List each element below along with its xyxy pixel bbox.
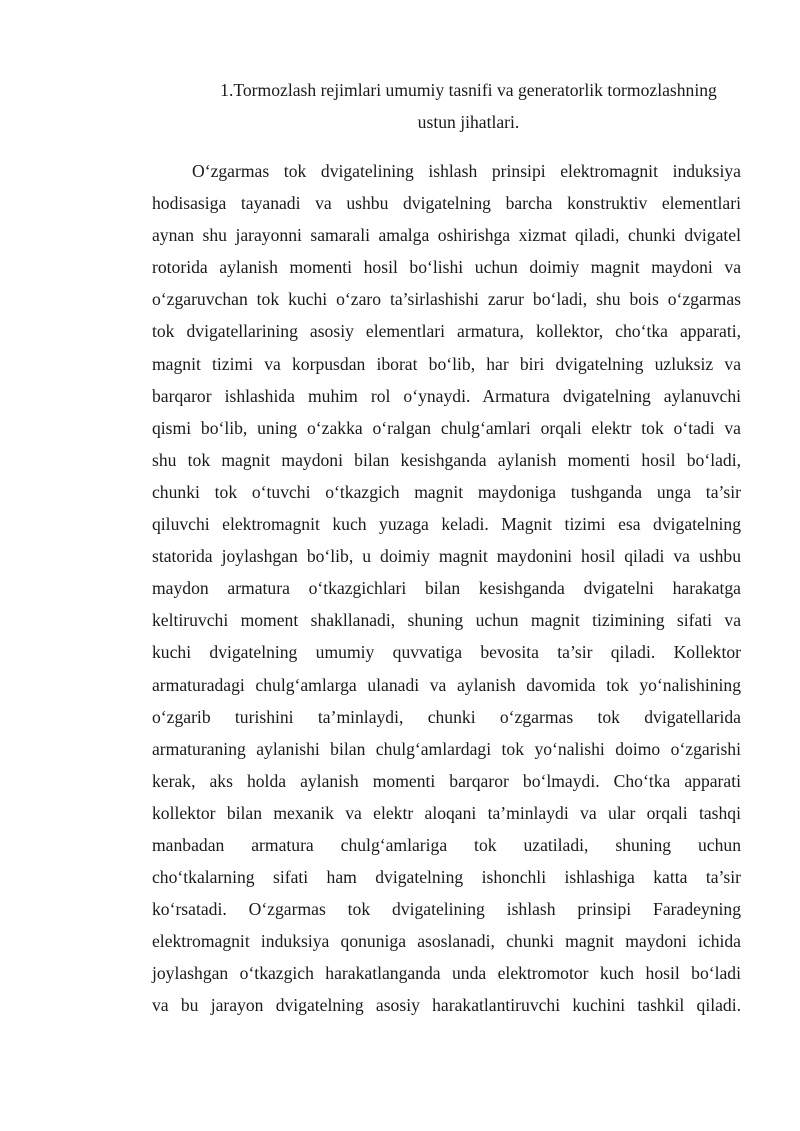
paragraph-line: O‘zgarmas tok dvigatelining ishlash prinsipi elektromagnit induksiya: [192, 161, 741, 181]
paragraph-line: va bu jarayon dvigatelning asosiy harakatlantiruvchi kuchini tashkil qiladi.: [152, 995, 741, 1016]
paragraph-line: manbadan armatura chulg‘amlariga tok uzatiladi, shuning uchun: [152, 834, 741, 855]
paragraph-line: joylashgan o‘tkazgich harakatlanganda unda elektromotor kuch hosil bo‘ladi: [152, 963, 741, 984]
paragraph-line: o‘zgarib turishini ta’minlaydi, chunki o‘zgarmas tok dvigatellarida: [152, 706, 741, 727]
paragraph-line: elektromagnit induksiya qonuniga asoslanadi, chunki magnit maydoni ichida: [152, 931, 741, 952]
paragraph-line: barqaror ishlashida muhim rol o‘ynaydi. Armatura dvigatelning aylanuvchi: [152, 385, 741, 406]
paragraph-line: magnit tizimi va korpusdan iborat bo‘lib, har biri dvigatelning uzluksiz va: [152, 353, 741, 374]
paragraph-line: armaturadagi chulg‘amlarga ulanadi va aylanish davomida tok yo‘nalishining: [152, 674, 741, 695]
paragraph-line: kuchi dvigatelning umumiy quvvatiga bevosita ta’sir qiladi. Kollektor: [152, 642, 741, 663]
paragraph-line: shu tok magnit maydoni bilan kesishganda aylanish momenti hosil bo‘ladi,: [152, 449, 741, 470]
section-heading: [196, 74, 741, 138]
paragraph-line: aynan shu jarayonni samarali amalga oshirishga xizmat qiladi, chunki dvigatel: [152, 225, 741, 246]
paragraph-line: rotorida aylanish momenti hosil bo‘lishi uchun doimiy magnit maydoni va: [152, 257, 741, 278]
paragraph-line: o‘zgaruvchan tok kuchi o‘zaro ta’sirlashishi zarur bo‘ladi, shu bois o‘zgarmas: [152, 289, 741, 310]
paragraph-line: qiluvchi elektromagnit kuch yuzaga keladi. Magnit tizimi esa dvigatelning: [152, 514, 741, 535]
paragraph-line: ko‘rsatadi. O‘zgarmas tok dvigatelining ishlash prinsipi Faradeyning: [152, 899, 741, 920]
paragraph-line: cho‘tkalarning sifati ham dvigatelning ishonchli ishlashiga katta ta’sir: [152, 867, 741, 888]
heading-line: ustun jihatlari.: [417, 112, 520, 132]
paragraph-line: hodisasiga tayanadi va ushbu dvigatelning barcha konstruktiv elementlari: [152, 193, 741, 214]
paragraph-line: kollektor bilan mexanik va elektr aloqani ta’minlaydi va ular orqali tashqi: [152, 802, 741, 823]
heading-line: 1.Tormozlash rejimlari umumiy tasnifi va generatorlik tormozlashning: [220, 80, 717, 100]
paragraph-line: statorida joylashgan bo‘lib, u doimiy magnit maydonini hosil qiladi va ushbu: [152, 546, 741, 567]
paragraph-line: qismi bo‘lib, uning o‘zakka o‘ralgan chulg‘amlari orqali elektr tok o‘tadi va: [152, 417, 741, 438]
paragraph-line: armaturaning aylanishi bilan chulg‘amlardagi tok yo‘nalishi doimo o‘zgarishi: [152, 738, 741, 759]
paragraph-line: chunki tok o‘tuvchi o‘tkazgich magnit maydoniga tushganda unga ta’sir: [152, 481, 741, 502]
paragraph-line: tok dvigatellarining asosiy elementlari armatura, kollektor, cho‘tka apparati,: [152, 321, 741, 342]
paragraph-line: maydon armatura o‘tkazgichlari bilan kesishganda dvigatelni harakatga: [152, 578, 741, 599]
paragraph-line: keltiruvchi moment shakllanadi, shuning uchun magnit tizimining sifati va: [152, 610, 741, 631]
body-paragraph: [152, 155, 741, 1022]
paragraph-line: kerak, aks holda aylanish momenti barqaror bo‘lmaydi. Cho‘tka apparati: [152, 770, 741, 791]
